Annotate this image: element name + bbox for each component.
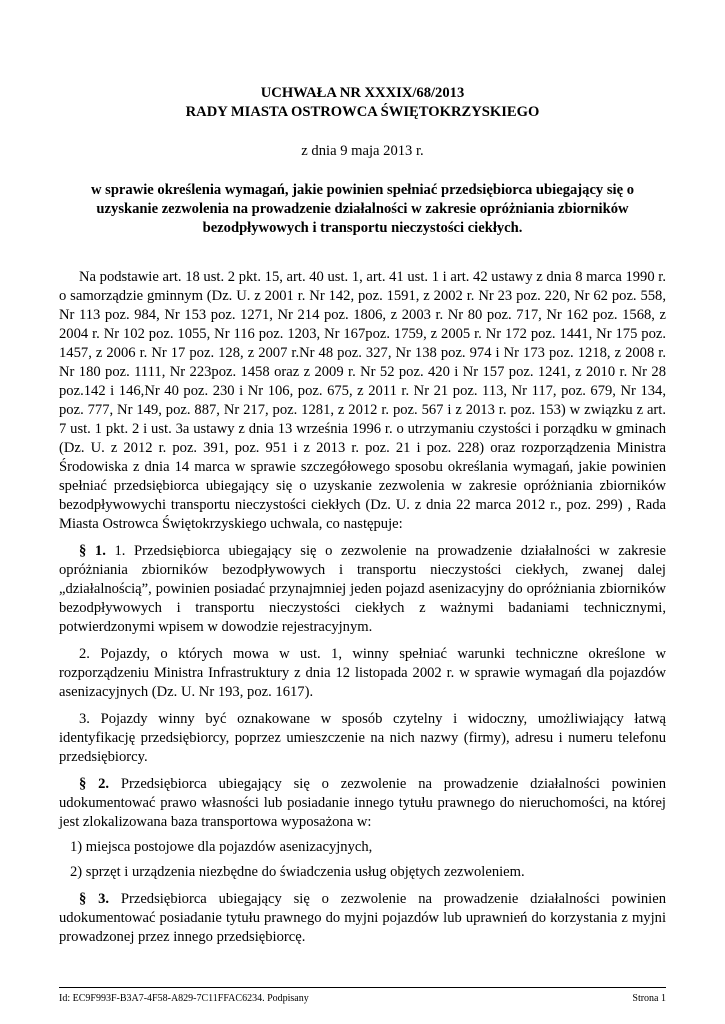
resolution-subject: w sprawie określenia wymagań, jakie powinien spełniać przedsiębiorca ubiegający się o uzyskanie zezwolenia na prowadzenie działalności w zakresie opróżniania zbiorników bezodpływowych i transportu nieczystości ciekłych. <box>90 182 635 236</box>
section-3-text: Przedsiębiorca ubiegający się o zezwolenie na prowadzenie działalności powinien udokumentować posiadanie tytułu prawnego do myjni pojazdów lub uprawnień do korzystania z myjni prowadzonej przez innego przedsiębiorcę. <box>59 891 666 945</box>
page-footer <box>59 993 666 1005</box>
section-3-paragraph <box>59 890 666 947</box>
section-1-paragraph-1 <box>59 542 666 637</box>
section-2-text: Przedsiębiorca ubiegający się o zezwolenie na prowadzenie działalności powinien udokumentować prawo własności lub posiadanie innego tytułu prawnego do nieruchomości, na której jest zlokalizowana baza transportowa wyposażona w: <box>59 776 666 830</box>
section-2-label: § 2. <box>79 776 110 792</box>
page-number: Strona 1 <box>632 993 666 1004</box>
footer-divider <box>59 987 666 988</box>
resolution-date: z dnia 9 maja 2013 r. <box>301 143 424 159</box>
section-1-label: § 1. <box>79 543 106 559</box>
section-1-paragraph-1-text: 1. Przedsiębiorca ubiegający się o zezwolenie na prowadzenie działalności w zakresie opróżniania zbiorników bezodpływowych i transportu nieczystości ciekłych, zwanej dalej „działalnością”, powinien posiadać przynajmniej jeden pojazd asenizacyjny do opróżniania zbiorników bezodpływowych i transportu nieczystości ciekłych z ważnymi badaniami technicznymi, potwierdzonymi wpisem w dowodzie rejestracyjnym. <box>59 543 667 635</box>
preamble-paragraph: Na podstawie art. 18 ust. 2 pkt. 15, art. 40 ust. 1, art. 41 ust. 1 i art. 42 ustawy z dnia 8 marca 1990 r. o samorządzie gminnym (Dz. U. z 2001 r. Nr 142, poz. 1591, z 2002 r. Nr 23 poz. 220, Nr 62 poz. 558, Nr 113 poz. 984, Nr 153 poz. 1271, Nr 214 poz. 1806, z 2003 r. Nr 80 poz. 717, Nr 162 poz. 1568, z 2004 r. Nr 102 poz. 1055, Nr 116 poz. 1203, Nr 167poz. 1759, z 2005 r. Nr 172 poz. 1441, Nr 175 poz. 1457, z 2006 r. Nr 17 poz. 128, z 2007 r.Nr 48 poz. 327, Nr 138 poz. 974 i Nr 173 poz. 1218, z 2008 r. Nr 180 poz. 1111, Nr 223poz. 1458 oraz z 2009 r. Nr 52 poz. 420 i Nr 157 poz. 1241, z 2010 r. Nr 28 poz.142 i 146,Nr 40 poz. 230 i Nr 106, poz. 675, z 2011 r. Nr 21 poz. 113, Nr 117, poz. 679, Nr 134, poz. 777, Nr 149, poz. 887, Nr 217, poz. 1281, z 2012 r. poz. 567 i z 2013 r. poz. 153) w związku z art. 7 ust. 1 pkt. 2 i ust. 3a ustawy z dnia 13 września 1996 r. o utrzymaniu czystości i porządku w gminach (Dz. U. z 2012 r. poz. 391, poz. 951 i z 2013 r. poz. 21 i poz. 228) oraz rozporządzenia Ministra Środowiska z dnia 14 marca w sprawie szczegółowego sposobu określania wymagań, jakie powinien spełniać przedsiębiorca ubiegający się o uzyskanie zezwolenia w zakresie opróżniania zbiorników bezodpływowychi transportu nieczystości ciekłych (Dz. U. z dnia 22 marca 2012 r., poz. 299) , Rada Miasta Ostrowca Świętokrzyskiego uchwala, co następuje: <box>59 269 666 532</box>
document-page <box>59 84 666 947</box>
section-1-paragraph-3: 3. Pojazdy winny być oznakowane w sposób czytelny i widoczny, umożliwiający łatwą identyfikację przedsiębiorcy, poprzez umieszczenie na nich nazwy (firmy), adresu i numeru telefonu przedsiębiorcy. <box>59 711 666 765</box>
section-3-label: § 3. <box>79 891 110 907</box>
document-id: Id: EC9F993F-B3A7-4F58-A829-7C11FFAC6234. Podpisany <box>59 993 309 1004</box>
section-2-list-item: 1) miejsca postojowe dla pojazdów asenizacyjnych, <box>70 839 373 855</box>
council-name: RADY MIASTA OSTROWCA ŚWIĘTOKRZYSKIEGO <box>185 104 540 120</box>
section-2-paragraph <box>59 775 666 832</box>
section-2-list-item: 2) sprzęt i urządzenia niezbędne do świadczenia usług objętych zezwoleniem. <box>70 864 525 880</box>
resolution-number: UCHWAŁA NR XXXIX/68/2013 <box>260 85 465 101</box>
section-1-paragraph-2: 2. Pojazdy, o których mowa w ust. 1, winny spełniać warunki techniczne określone w rozporządzeniu Ministra Infrastruktury z dnia 12 listopada 2002 r. w sprawie wymagań dla pojazdów asenizacyjnych (Dz. U. Nr 193, poz. 1617). <box>59 646 666 700</box>
